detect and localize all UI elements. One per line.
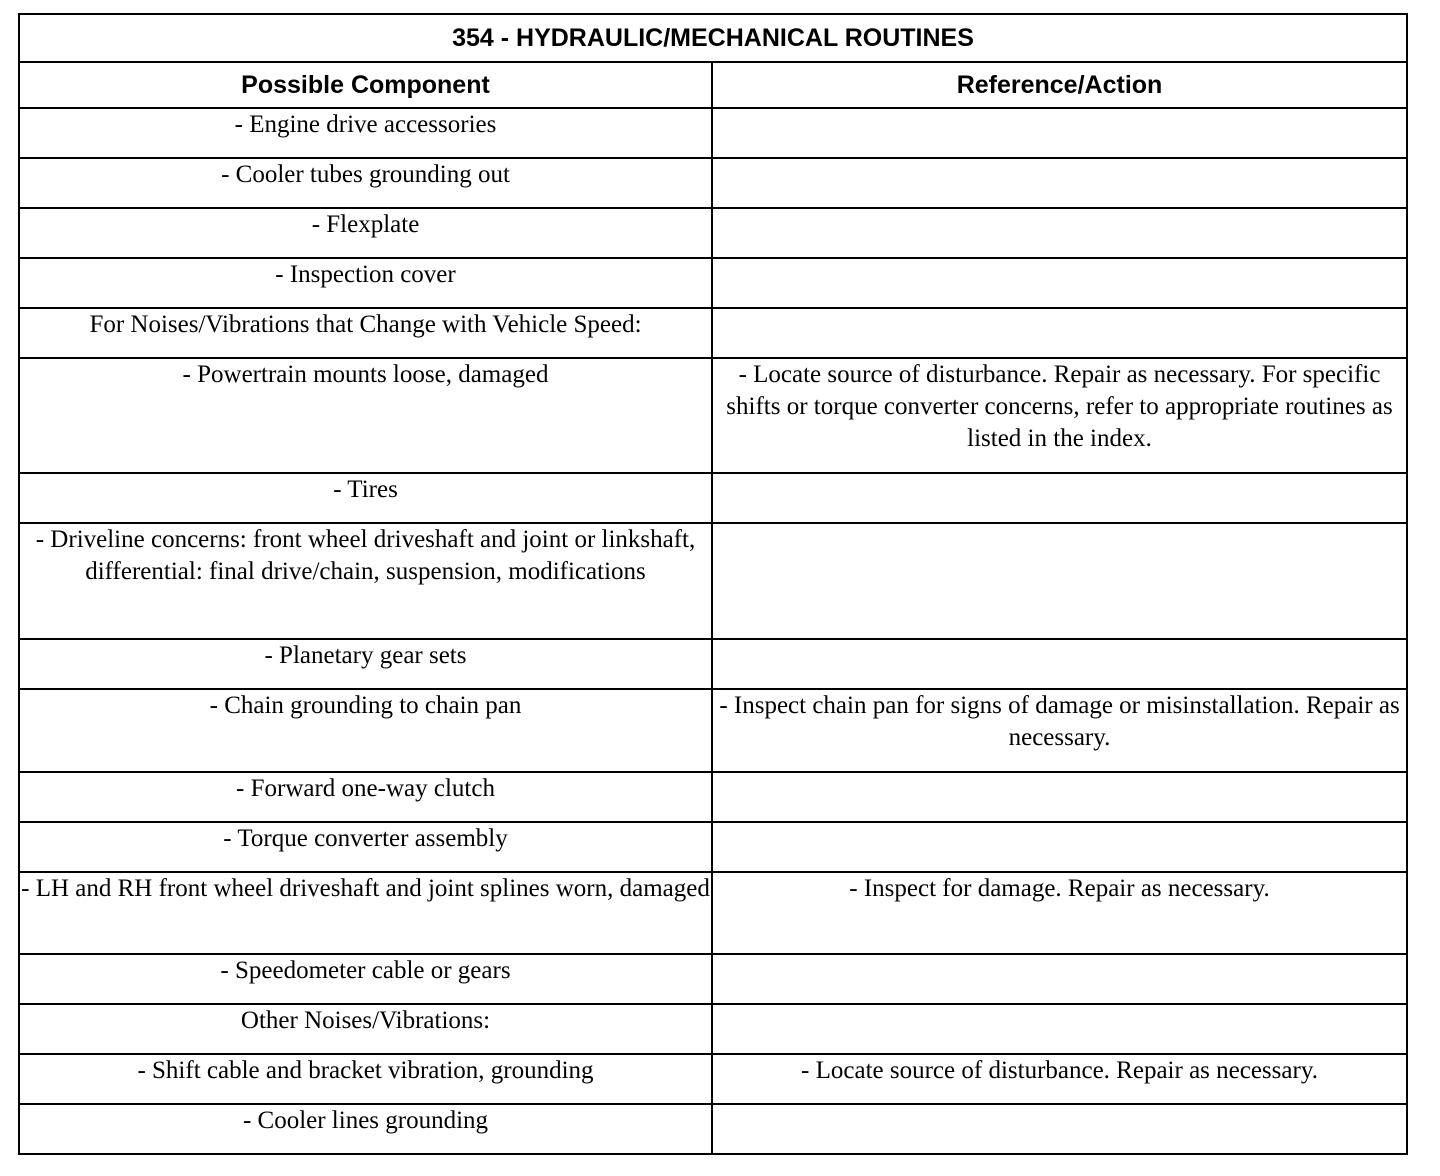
component-cell: Other Noises/Vibrations: (19, 1004, 712, 1054)
table-row (19, 1004, 1407, 1054)
component-cell: - Chain grounding to chain pan (19, 689, 712, 772)
component-cell: - Forward one-way clutch (19, 772, 712, 822)
table-row (19, 358, 1407, 473)
component-cell: - Tires (19, 473, 712, 523)
component-cell: - Cooler lines grounding (19, 1104, 712, 1154)
action-cell (712, 1104, 1407, 1154)
table-row (19, 1104, 1407, 1154)
column-header-action: Reference/Action (712, 62, 1407, 108)
component-cell: - Shift cable and bracket vibration, grounding (19, 1054, 712, 1104)
table-row (19, 158, 1407, 208)
component-cell: - Cooler tubes grounding out (19, 158, 712, 208)
component-cell: For Noises/Vibrations that Change with Vehicle Speed: (19, 308, 712, 358)
component-cell: - Speedometer cable or gears (19, 954, 712, 1004)
table-title: 354 - HYDRAULIC/MECHANICAL ROUTINES (19, 14, 1407, 62)
table-row (19, 473, 1407, 523)
component-cell: - Engine drive accessories (19, 108, 712, 158)
table-body (19, 108, 1407, 1154)
action-cell (712, 208, 1407, 258)
table-row (19, 1054, 1407, 1104)
table-row (19, 308, 1407, 358)
component-cell: - Torque converter assembly (19, 822, 712, 872)
action-cell (712, 523, 1407, 639)
title-row (19, 14, 1407, 62)
action-cell (712, 473, 1407, 523)
table-row (19, 689, 1407, 772)
table-row (19, 822, 1407, 872)
component-cell: - Planetary gear sets (19, 639, 712, 689)
table-row (19, 523, 1407, 639)
action-cell: - Inspect chain pan for signs of damage or misinstallation. Repair as necessary. (712, 689, 1407, 772)
action-cell (712, 108, 1407, 158)
table-row (19, 772, 1407, 822)
action-cell (712, 158, 1407, 208)
action-cell (712, 954, 1407, 1004)
action-cell: - Inspect for damage. Repair as necessary. (712, 872, 1407, 954)
component-cell: - Driveline concerns: front wheel driveshaft and joint or linkshaft, differential: final drive/chain, suspension, modifications (19, 523, 712, 639)
header-row (19, 62, 1407, 108)
table-row (19, 208, 1407, 258)
table-row (19, 108, 1407, 158)
component-cell: - LH and RH front wheel driveshaft and joint splines worn, damaged (19, 872, 712, 954)
action-cell: - Locate source of disturbance. Repair as necessary. For specific shifts or torque converter concerns, refer to appropriate routines as listed in the index. (712, 358, 1407, 473)
action-cell (712, 639, 1407, 689)
component-cell: - Flexplate (19, 208, 712, 258)
component-cell: - Inspection cover (19, 258, 712, 308)
action-cell (712, 772, 1407, 822)
table-row (19, 872, 1407, 954)
table-row (19, 639, 1407, 689)
table-row (19, 954, 1407, 1004)
column-header-component: Possible Component (19, 62, 712, 108)
action-cell (712, 258, 1407, 308)
component-cell: - Powertrain mounts loose, damaged (19, 358, 712, 473)
action-cell (712, 308, 1407, 358)
action-cell (712, 822, 1407, 872)
action-cell: - Locate source of disturbance. Repair as necessary. (712, 1054, 1407, 1104)
routines-table (18, 13, 1408, 1155)
table-row (19, 258, 1407, 308)
action-cell (712, 1004, 1407, 1054)
